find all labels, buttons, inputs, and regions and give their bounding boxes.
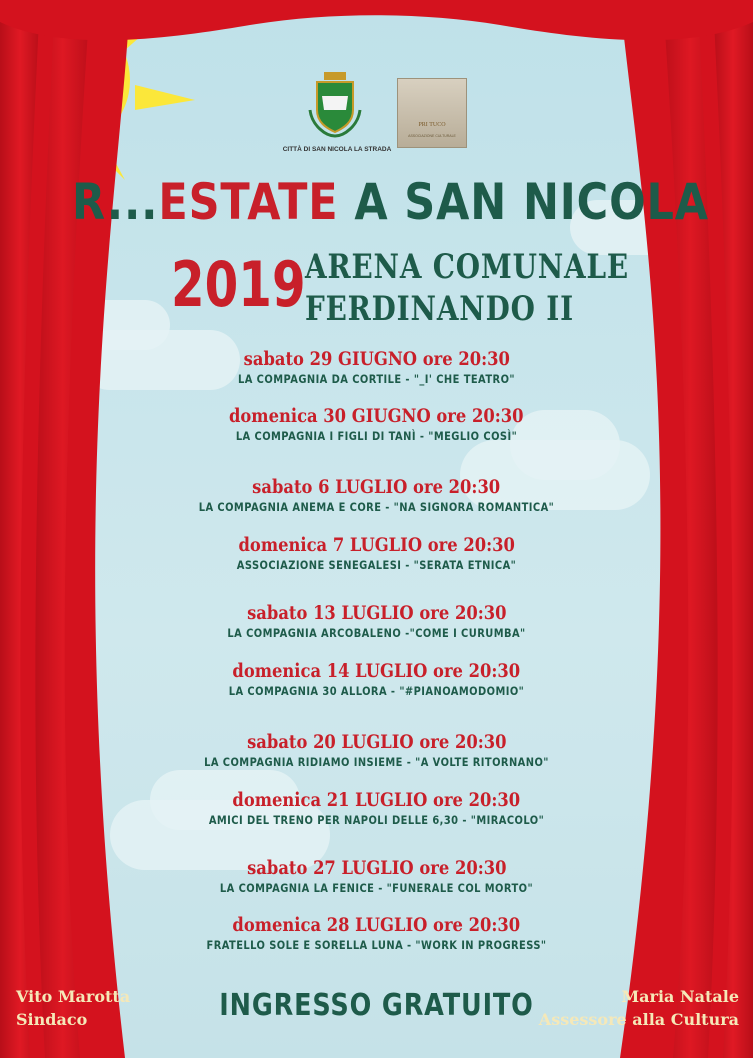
councillor-role: Assessore alla Cultura: [538, 1010, 739, 1029]
event-date: sabato 13 LUGLIO ore 20:30: [246, 602, 507, 624]
municipality-crest-icon: [300, 70, 370, 150]
association-subtitle: ASSOCIAZIONE CULTURALE: [408, 134, 456, 138]
mayor-signature: [16, 985, 130, 1031]
event-date: domenica 30 GIUGNO ore 20:30: [229, 405, 524, 427]
event-item: [0, 789, 753, 827]
event-item: [0, 476, 753, 514]
event-item: [0, 857, 753, 895]
event-date: sabato 29 GIUGNO ore 20:30: [243, 348, 510, 370]
event-show: ASSOCIAZIONE SENEGALESI - "SERATA ETNICA": [236, 558, 517, 572]
venue-line-2: FERDINANDO II: [305, 289, 574, 329]
venue-line-1: ARENA COMUNALE: [305, 247, 629, 287]
event-show: LA COMPAGNIA ARCOBALENO -"COME I CURUMBA": [227, 626, 526, 640]
event-date: domenica 21 LUGLIO ore 20:30: [232, 789, 521, 811]
event-date: sabato 27 LUGLIO ore 20:30: [246, 857, 507, 879]
title-rest: A SAN NICOLA: [338, 173, 709, 231]
event-item: [0, 731, 753, 769]
event-title: [72, 173, 709, 231]
event-item: [0, 348, 753, 386]
event-show: AMICI DEL TRENO PER NAPOLI DELLE 6,30 - "MIRACOLO": [208, 813, 545, 827]
municipality-caption: CITTÀ DI SAN NICOLA LA STRADA: [282, 146, 392, 153]
event-item: [0, 914, 753, 952]
mayor-name: Vito Marotta: [16, 987, 131, 1006]
mayor-role: Sindaco: [16, 1010, 88, 1029]
event-item: [0, 602, 753, 640]
event-show: LA COMPAGNIA 30 ALLORA - "#PIANOAMODOMIO": [228, 684, 525, 698]
event-show: LA COMPAGNIA RIDIAMO INSIEME - "A VOLTE RITORNANO": [204, 755, 549, 769]
event-date: sabato 6 LUGLIO ore 20:30: [252, 476, 501, 498]
free-entry-label: INGRESSO GRATUITO: [219, 988, 534, 1023]
event-date: sabato 20 LUGLIO ore 20:30: [246, 731, 507, 753]
event-item: [0, 660, 753, 698]
venue: [305, 246, 629, 330]
event-date: domenica 14 LUGLIO ore 20:30: [232, 660, 521, 682]
title-highlight: ESTATE: [158, 173, 339, 231]
title-prefix: R...: [72, 173, 159, 231]
event-show: LA COMPAGNIA DA CORTILE - "_I' CHE TEATRO": [237, 372, 516, 386]
event-date: domenica 28 LUGLIO ore 20:30: [232, 914, 521, 936]
event-date: domenica 7 LUGLIO ore 20:30: [238, 534, 515, 556]
event-year: 2019: [171, 248, 306, 321]
event-item: [0, 534, 753, 572]
event-show: LA COMPAGNIA I FIGLI DI TANÌ - "MEGLIO COSÌ": [235, 429, 518, 443]
councillor-name: Maria Natale: [621, 987, 739, 1006]
event-show: LA COMPAGNIA ANEMA E CORE - "NA SIGNORA ROMANTICA": [198, 500, 555, 514]
event-show: FRATELLO SOLE E SORELLA LUNA - "WORK IN PROGRESS": [206, 938, 547, 952]
event-item: [0, 405, 753, 443]
councillor-signature: [539, 985, 739, 1031]
association-logo: [397, 78, 467, 148]
event-show: LA COMPAGNIA LA FENICE - "FUNERALE COL MORTO": [219, 881, 534, 895]
association-name: PRI TUCO: [418, 122, 446, 128]
